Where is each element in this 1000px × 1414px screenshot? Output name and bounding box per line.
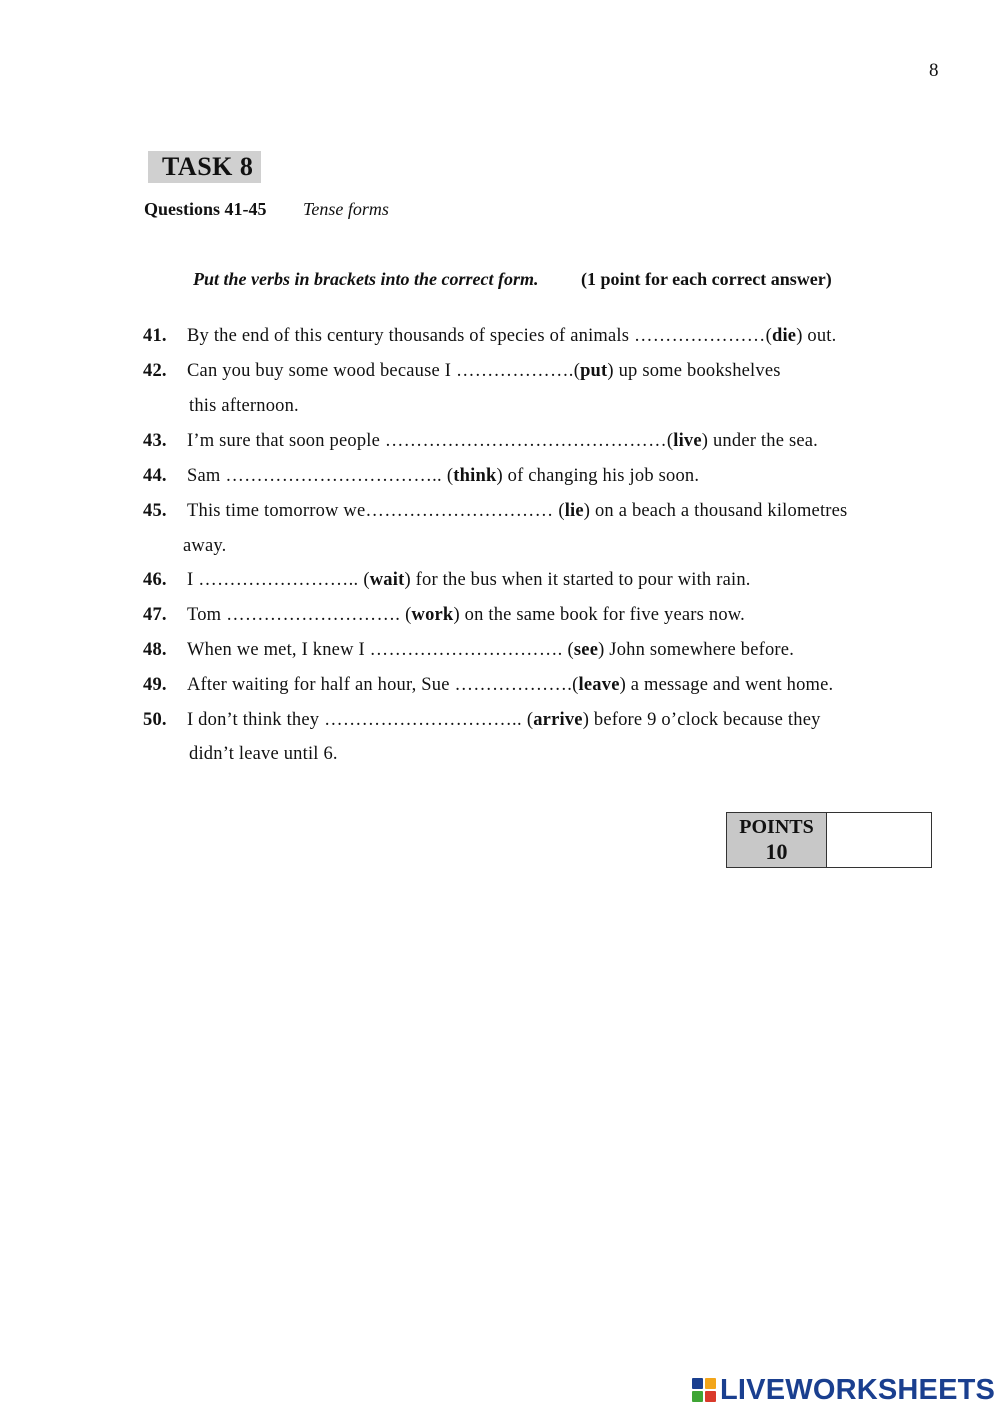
verb-hint: think	[453, 466, 497, 486]
question-text: Can you buy some wood because I	[187, 361, 456, 381]
question-text: I	[187, 570, 199, 590]
instruction-text: Put the verbs in brackets into the correct form.	[193, 269, 539, 289]
answer-gap[interactable]: …………………………..	[324, 710, 527, 730]
question-item: 44. Sam …………………………….. (think) of changing his job soon.	[143, 466, 700, 486]
question-number: 46.	[143, 570, 167, 590]
verb-hint: work	[411, 605, 454, 625]
question-item: 42. Can you buy some wood because I ……………….(put) up some bookshelves	[143, 361, 781, 381]
verb-hint: lie	[564, 501, 584, 521]
verb-hint: put	[580, 361, 608, 381]
answer-gap[interactable]: …………………………	[365, 501, 559, 521]
question-item: 43. I’m sure that soon people ………………………………………(live) under the sea.	[143, 431, 819, 451]
question-number: 50.	[143, 710, 167, 730]
verb-hint: die	[771, 326, 797, 346]
question-item: 47. Tom ………………………. (work) on the same book for five years now.	[143, 605, 745, 625]
question-number: 42.	[143, 361, 167, 381]
question-text: This time tomorrow we	[187, 501, 366, 521]
question-text-end: ) of changing his job soon.	[496, 466, 700, 486]
answer-gap[interactable]: …………………	[633, 326, 766, 346]
question-item: 48. When we met, I knew I …………………………. (see) John somewhere before.	[143, 640, 795, 660]
page-number: 8	[929, 60, 939, 81]
question-text-end: ) up some bookshelves	[607, 361, 781, 381]
answer-gap[interactable]: ……………………………..	[225, 466, 447, 486]
points-label-cell	[727, 813, 827, 867]
liveworksheets-logo[interactable]	[692, 1373, 995, 1407]
answer-gap[interactable]: ……………………….	[226, 605, 406, 625]
question-text: By the end of this century thousands of species of animals	[187, 326, 634, 346]
scoring-note: (1 point for each correct answer)	[581, 269, 832, 289]
question-text-end: ) John somewhere before.	[598, 640, 795, 660]
instruction-line	[193, 269, 832, 290]
question-text-end: ) before 9 o’clock because they	[582, 710, 821, 730]
question-continuation: didn’t leave until 6.	[189, 744, 338, 764]
answer-gap[interactable]: ………………………….	[369, 640, 568, 660]
verb-hint: live	[673, 431, 702, 451]
question-number: 44.	[143, 466, 167, 486]
question-continuation: away.	[183, 536, 227, 556]
question-item: 49. After waiting for half an hour, Sue ……………….(leave) a message and went home.	[143, 675, 834, 695]
question-item: 50. I don’t think they ………………………….. (arrive) before 9 o’clock because they	[143, 710, 821, 730]
question-number: 43.	[143, 431, 167, 451]
answer-gap[interactable]: ………………………………………	[384, 431, 667, 451]
verb-hint: wait	[369, 570, 405, 590]
logo-grid-icon	[692, 1378, 716, 1402]
question-item: 46. I …………………….. (wait) for the bus when it started to pour with rain.	[143, 570, 751, 590]
points-label: POINTS	[739, 816, 814, 838]
points-max: 10	[765, 839, 788, 864]
points-box	[726, 812, 932, 868]
verb-hint: see	[573, 640, 599, 660]
answer-gap[interactable]: ……………….	[454, 675, 573, 695]
question-number: 41.	[143, 326, 167, 346]
points-score-field[interactable]	[827, 813, 931, 867]
answer-gap[interactable]: ……………………..	[198, 570, 364, 590]
question-text: Sam	[187, 466, 226, 486]
logo-text: LIVEWORKSHEETS	[720, 1373, 996, 1406]
question-item: 41. By the end of this century thousands of species of animals …………………(die) out.	[143, 326, 837, 346]
question-text-end: ) out.	[796, 326, 837, 346]
question-text: When we met, I knew I	[187, 640, 370, 660]
question-number: 47.	[143, 605, 167, 625]
question-text-end: ) a message and went home.	[619, 675, 834, 695]
question-number: 49.	[143, 675, 167, 695]
answer-gap[interactable]: ……………….	[455, 361, 574, 381]
question-continuation: this afternoon.	[189, 396, 299, 416]
question-text: I’m sure that soon people	[187, 431, 385, 451]
question-text-end: ) for the bus when it started to pour with rain.	[404, 570, 751, 590]
question-number: 48.	[143, 640, 167, 660]
questions-range: Questions 41-45	[144, 199, 267, 219]
task-title: TASK 8	[148, 151, 261, 183]
question-text-end: ) on a beach a thousand kilometres	[583, 501, 848, 521]
question-text-end: ) on the same book for five years now.	[453, 605, 745, 625]
question-text: Tom	[187, 605, 227, 625]
questions-header	[144, 199, 389, 220]
question-item: 45. This time tomorrow we………………………… (lie) on a beach a thousand kilometres	[143, 501, 848, 521]
question-number: 45.	[143, 501, 167, 521]
question-text: I don’t think they	[187, 710, 325, 730]
question-text-end: ) under the sea.	[701, 431, 819, 451]
verb-hint: leave	[578, 675, 620, 695]
topic-label: Tense forms	[303, 199, 389, 219]
verb-hint: arrive	[533, 710, 583, 730]
question-text: After waiting for half an hour, Sue	[187, 675, 455, 695]
